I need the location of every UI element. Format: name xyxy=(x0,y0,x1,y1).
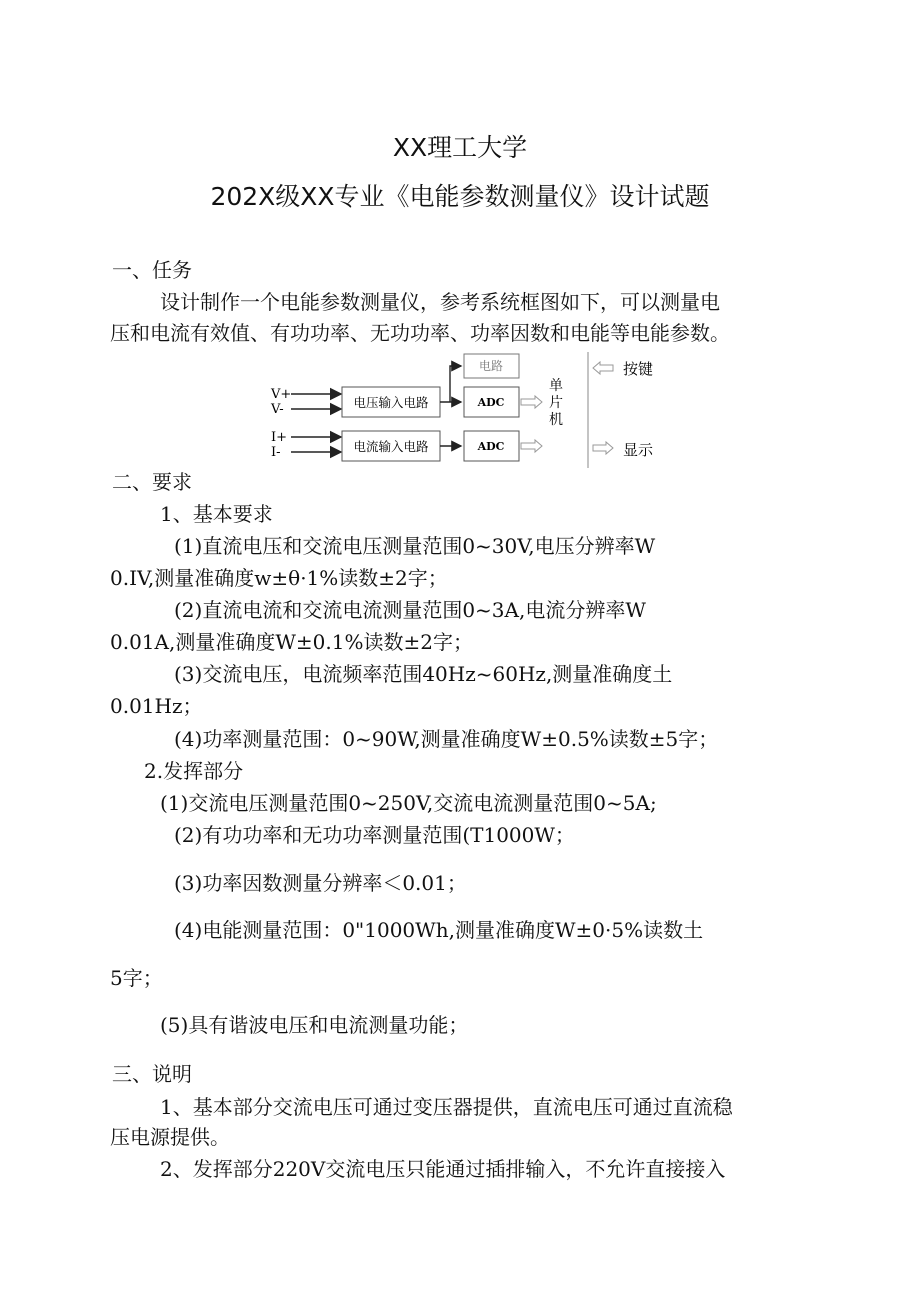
advanced-item-3: (3)功率因数测量分辨率＜0.01； xyxy=(174,871,467,895)
voltage-branch-arrow xyxy=(450,366,461,402)
advanced-item-4-line-2: 5字； xyxy=(110,966,163,990)
adc-label-2: ADC xyxy=(477,440,505,453)
advanced-item-1: (1)交流电压测量范围0~250V,交流电流测量范围0~5A; xyxy=(160,791,657,815)
v-minus-label: V- xyxy=(271,402,284,417)
v-plus-label: V+ xyxy=(271,387,292,402)
adc1-to-mcu-arrow xyxy=(521,396,542,408)
note-1-line-2: 压电源提供。 xyxy=(110,1125,230,1149)
exam-title: 202X级XX专业《电能参数测量仪》设计试题 xyxy=(210,182,710,211)
basic-item-4: (4)功率测量范围：0~90W,测量准确度W±0.5%读数±5字； xyxy=(174,727,719,751)
mcu-label-1: 单 xyxy=(549,378,563,394)
keys-label: 按键 xyxy=(623,360,654,378)
i-plus-label: I+ xyxy=(271,430,288,445)
current-input-label: 电流输入电路 xyxy=(353,439,429,454)
note-2-line-1: 2、发挥部分220V交流电压只能通过插排输入，不允许直接接入 xyxy=(160,1157,726,1181)
display-arrow xyxy=(593,442,613,454)
basic-item-3-line-1: (3)交流电压，电流频率范围40Hz~60Hz,测量准确度土 xyxy=(174,662,673,686)
section-heading-requirements: 二、要求 xyxy=(112,470,192,494)
basic-item-3-line-2: 0.01Hz； xyxy=(110,694,203,718)
advanced-item-5: (5)具有谐波电压和电流测量功能； xyxy=(160,1013,469,1037)
advanced-requirements-heading: 2.发挥部分 xyxy=(144,759,244,783)
mcu-label-2: 片 xyxy=(549,395,563,411)
basic-requirements-heading: 1、基本要求 xyxy=(160,502,273,526)
display-label: 显示 xyxy=(623,441,654,459)
basic-item-2-line-2: 0.01A,测量准确度W±0.1%读数±2字； xyxy=(110,630,473,654)
university-title: XX理工大学 xyxy=(392,133,528,162)
advanced-item-4-line-1: (4)电能测量范围：0"1000Wh,测量准确度W±0·5%读数土 xyxy=(174,918,704,942)
basic-item-1-line-1: (1)直流电压和交流电压测量范围0~30V,电压分辨率W xyxy=(174,534,656,558)
section-heading-task: 一、任务 xyxy=(112,258,192,282)
system-block-diagram xyxy=(265,352,665,470)
adc-label-1: ADC xyxy=(477,396,505,409)
note-1-line-1: 1、基本部分交流电压可通过变压器提供，直流电压可通过直流稳 xyxy=(160,1095,733,1119)
section-heading-notes: 三、说明 xyxy=(112,1062,192,1086)
task-text-line-1: 设计制作一个电能参数测量仪，参考系统框图如下，可以测量电 xyxy=(160,290,720,314)
mcu-label-3: 机 xyxy=(549,412,563,428)
i-minus-label: I- xyxy=(271,445,281,460)
basic-item-2-line-1: (2)直流电流和交流电流测量范围0~3A,电流分辨率W xyxy=(174,598,646,622)
keys-arrow xyxy=(593,362,613,374)
voltage-input-label: 电压输入电路 xyxy=(353,395,429,410)
top-circuit-label: 电路 xyxy=(478,359,504,373)
task-text-line-2: 压和电流有效值、有功功率、无功功率、功率因数和电能等电能参数。 xyxy=(110,321,730,345)
basic-item-1-line-2: 0.IV,测量准确度w±θ·1%读数±2字； xyxy=(110,566,448,590)
adc2-to-mcu-arrow xyxy=(521,440,542,452)
advanced-item-2: (2)有功功率和无功功率测量范围(T1000W； xyxy=(174,823,575,847)
